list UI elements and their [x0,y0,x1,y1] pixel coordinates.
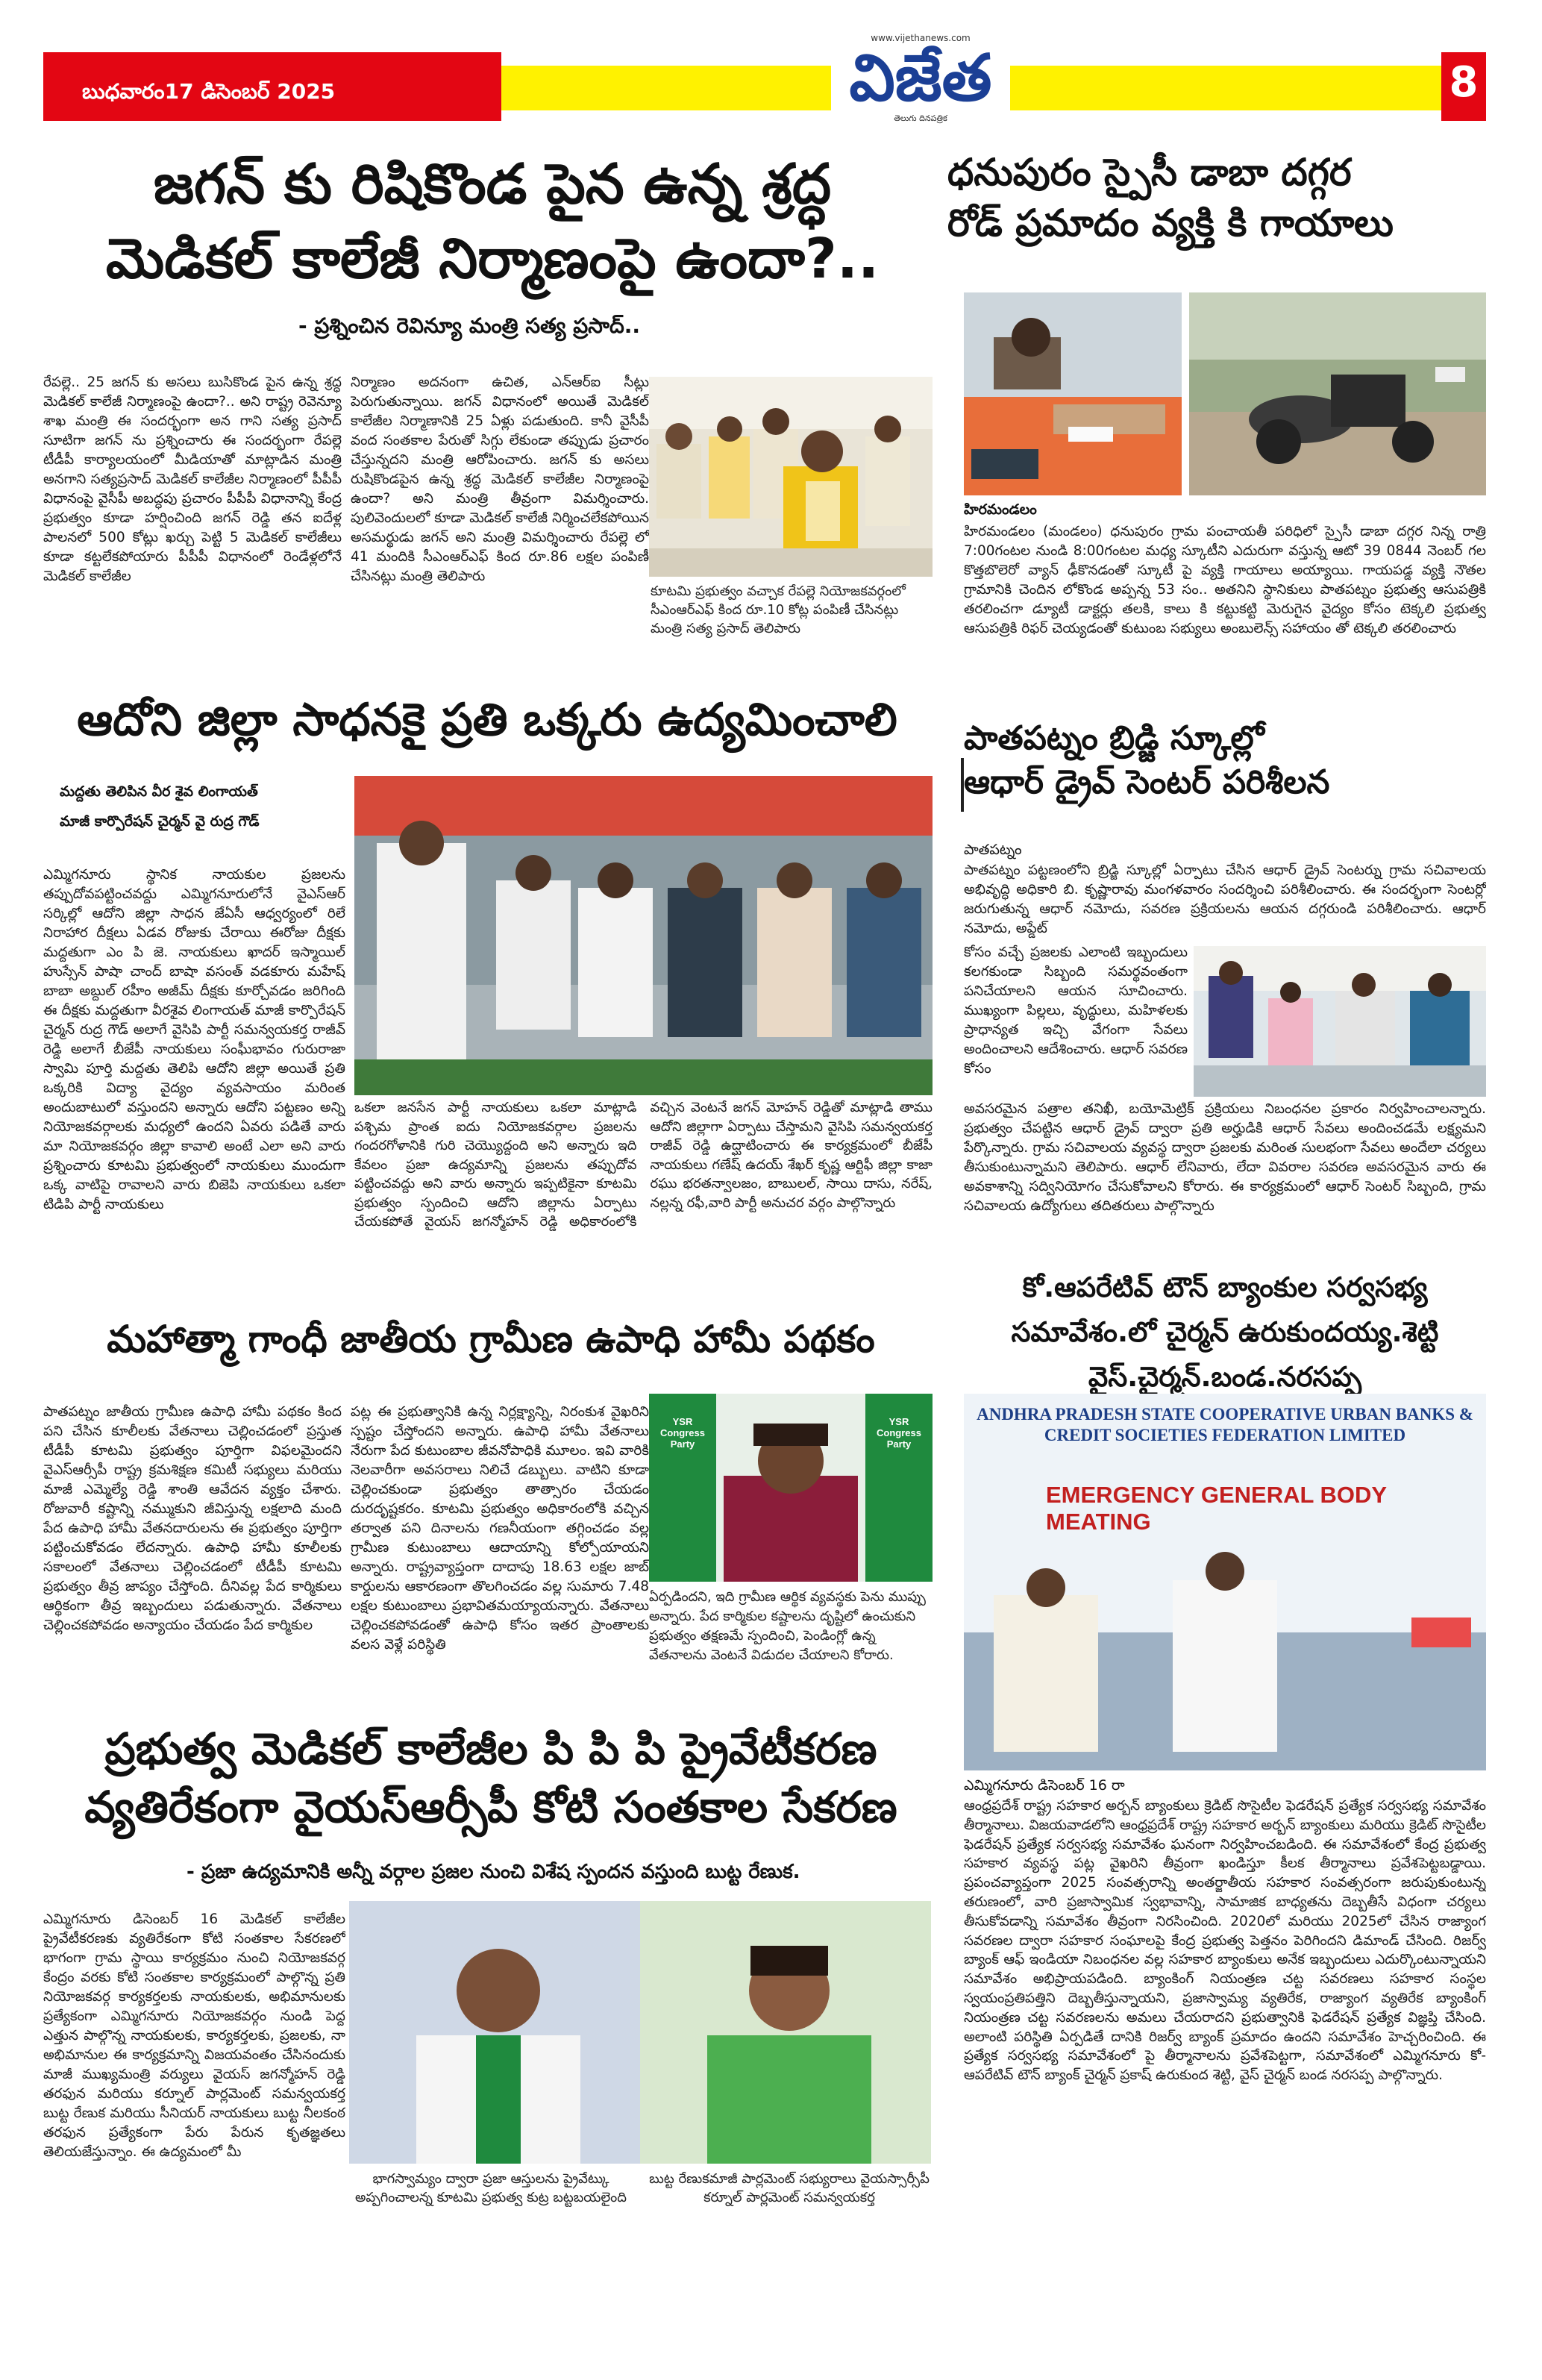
logo-website: www.vijethanews.com [871,33,971,43]
story7-subhead: - ప్రజా ఉద్యమానికి అన్నీ వర్గాల ప్రజల నుంచి విశేష స్పందన వస్తుంది బుట్ట రేణుక. [187,1861,800,1883]
story6-photo [649,1394,933,1582]
story5-body-text: ఆంధ్రప్రదేశ్ రాష్ట్ర సహకార అర్బన్ బ్యాంకులు క్రెడిట్ సొసైటీల ఫెడరేషన్ ప్రత్యేక సర్వసభ్య సమావేశం తీర్మానాలు. విజయవాడలోని ఆంధ్రప్రదేశ్ రాష్ట్ర సహకార అర్బన్ బ్యాంకులు మరియు క్రెడిట్ సొసైటీల ఫెడరేషన్ ప్రత్యేక సర్వసభ్య సమావేశం ఘనంగా నిర్వహించబడింది. ఈ సమావేశంలో కేంద్ర ప్రభుత్వ సహకార వ్యవస్థ పట్ల వైఖరిని తీవ్రంగా ఖండిస్తూ కీలక తీర్మానాలు ప్రవేశపెట్టబడ్డాయి. ప్రపంచవ్యాప్తంగా 2025 సంవత్సరాన్ని అంతర్జాతీయ సహకార సంవత్సరంగా జరుపుకుంటున్న తరుణంలో, వారి ప్రజాస్వామిక స్వభావాన్ని, సామాజిక బాధ్యతను దెబ్బతీసే విధంగా చర్యలు తీసుకోవడాన్ని సమావేశం తీవ్రంగా నిరసించింది. 2020లో మరియు 2025లో చేసిన రాజ్యాంగ సవరణల ద్వారా సహకార సంఘాలపై కేంద్ర ప్రభుత్వ పెత్తనం పెరిగిందని డిమాండ్ చేసింది. రిజర్వ్ బ్యాంక్ ఆఫ్ ఇండియా నిబంధనల వల్ల సహకార బ్యాంకులు అనేక ఇబ్బందులు ఎదుర్కొంటున్నాయని సమావేశం అభిప్రాయపడింది. బ్యాంకింగ్ నియంత్రణ చట్ట సవరణలు సహకార సంస్థల స్వయంప్రతిపత్తిని దెబ్బతీస్తున్నాయని, ప్రజాస్వామ్య వ్యతిరేక, రాజ్యాంగ వ్యతిరేక బ్యాంకింగ్ నియంత్రణ చట్ట సవరణలను అమలు చేయరాదని ప్రభుత్వానికి ఫెడరేషన్ ప్రత్యేక విజ్ఞప్తి చేసింది. అలాంటి పరిస్థితి ఏర్పడితే దానికి రిజర్వ్ బ్యాంక్ ప్రమాదం ఉందని సమావేశం హెచ్చరించింది. ఈ ప్రత్యేక సర్వసభ్య సమావేశంలో పై తీర్మానాలను ప్రవేశపెట్టగా, సమావేశంలో ఎమ్మిగనూరు కో-ఆపరేటివ్ టౌన్ బ్యాంక్ చైర్మన్ ప్రకాష్ ఉరుకుంద శెట్టి, వైస్ చైర్మన్ బండ నరసప్ప పాల్గొన్నారు. [964,1798,1486,2084]
story7-headline-line2: వ్యతిరేకంగా వైయస్ఆర్సీపీ కోటి సంతకాల సేకరణ [84,1782,897,1833]
story2-body [964,522,1486,716]
story3-headline: ఆదోని జిల్లా సాధనకై ప్రతి ఒక్కరు ఉద్యమించాలి [77,694,897,746]
masthead [43,33,1486,123]
story2-body-text: హిరమండలం (మండలం) ధనుపురం గ్రామ పంచాయతీ పరిధిలో స్పైసీ డాబా దగ్గర నిన్న రాత్రి 7:00గంటల నుండి 8:00గంటల మధ్య స్కూటీని ఎదురుగా వస్తున్న ఆటో 39 0844 నెంబర్ గల కొత్తబొలెరో వ్యాన్ ఢీకొనడంతో స్కూటీ పై వ్యక్తి గాయాలు అయ్యాయి. గాయపడ్డ వ్యక్తి నౌతల గ్రామానికి చెందిన లోకొండ అప్పన్న 53 సం.. అతనిని స్థానికులు పాతపట్నం ప్రభుత్వ ఆసుపత్రికి తరలించగా డ్యూటీ డాక్టర్లు తలకి, కాలు కి కట్టుకట్టి మెరుగైన వైద్యం కోసం టెక్కలి ప్రభుత్వ ఆసుపత్రికి రిఫర్ చెయ్యడంతో కుటుంబ సభ్యులు అంబులెన్స్ సహాయం తో టెక్కలి తరలించారు [964,524,1486,636]
story1-photo [649,377,933,577]
story2-byline: హిరమండలం [964,501,1037,518]
story5-banner-line1: ANDHRA PRADESH STATE COOPERATIVE URBAN BANKS & [977,1405,1473,1424]
story1-body-col2: నిర్మాణం అదనంగా ఉచిత, ఎన్ఆర్ఐ సీట్లు పెరుగుతున్నాయి. జగన్ విధానంలో అయితే మెడికల్ కాలేజీల నిర్మాణానికి 25 ఏళ్లు పడుతుంది. కానీ వైసీపీ వంద సంతకాల పేరుతో సిగ్గు లేకుండా తప్పుడు ప్రచారం చేస్తున్నదని మంత్రి ఆరోపించారు. జగన్ కు అసలు రుషికొండపైన ఉన్న శ్రద్ధ మెడికల్ కాలేజీల నిర్మాణంపై ఉందా? అని మంత్రి తీవ్రంగా విమర్శించారు. పులివెందులలో కూడా మెడికల్ కాలేజీ నిర్మించలేకపోయిన అసమర్థుడు జగన్ అని మంత్రి విమర్శించారు రేపల్లె లో 41 మందికి సీఎంఆర్ఎఫ్ కింద రూ.86 లక్షల పంపిణీ చేసినట్లు మంత్రి తెలిపారు [351,375,649,584]
story2-headline [947,148,1499,248]
story2-hospital-illustration [964,292,1182,495]
story1-photo-caption: కూటమి ప్రభుత్వం వచ్చాక రేపల్లె నియోజకవర్గంలో సీఎంఆర్ఎఫ్ కింద రూ.10 కోట్ల పంపిణీ చేసినట్లు మంత్రి సత్య ప్రసాద్ తెలిపారు [651,583,906,636]
story1-subhead: - ప్రశ్నించిన రెవిన్యూ మంత్రి సత్య ప్రసాద్.. [298,313,641,338]
masthead-yellow-bar-right [1010,66,1441,110]
logo-title: విజేత [849,40,992,116]
story7-body-text: ఎమ్మిగనూరు డిసెంబర్ 16 మెడికల్ కాలేజీల ప్రైవేటీకరణకు వ్యతిరేకంగా కోటి సంతకాల సేకరణలో భాగంగా గ్రామ స్థాయి కార్యక్రమం నుంచి నియోజకవర్గ కేంద్రం వరకు కోటి సంతకాల కార్యక్రమంలో పాల్గొన్న ప్రతి నియోజకవర్గ కార్యకర్తలకు నాయకులకు, అభిమానులకు ప్రత్యేకంగా ఎమ్మిగనూరు నియోజకవర్గం నుండి పెద్ద ఎత్తున పాల్గొన్న నాయకులకు, కార్యకర్తలకు, ప్రజలకు, నా అభిమానుల ఈ కార్యక్రమాన్ని విజయవంతం చేసినందుకు మాజీ ముఖ్యమంత్రి వర్యులు వైయస్ జగన్మోహన్ రెడ్డి తరఫున మరియు కర్నూల్ పార్లమెంట్ సమన్వయకర్త బుట్ట రేణుక మరియు సీనియర్ నాయకులు బుట్ట నీలకంఠ తరఫున ప్రత్యేకంగా పేరు పేరున కృతజ్ఞతలు తెలియజేస్తున్నాం. ఈ ఉద్యమంలో మీ [43,1911,345,2160]
story4-body-top-text: పాతపట్నం పట్టణంలోని బ్రిడ్జి స్కూల్లో ఏర్పాటు చేసిన ఆధార్ డ్రైవ్ సెంటర్ను గ్రామ సచివాలయ అభివృద్ధి అధికారి బి. కృష్ణారావు మంగళవారం సందర్శించి పరిశీలించారు. ఈ సందర్భంగా సెంటర్లో జరుగుతున్న ఆధార్ నమోదు, సవరణ ప్రక్రియలను ఆయన దగ్గరుండి పరిశీలించారు. ఆధార్ నమోదు, అప్డేట్ [964,862,1486,936]
story5-headline-line1: కో.ఆపరేటివ్ టౌన్ బ్యాంకుల సర్వసభ్య [1022,1271,1428,1303]
story4-headline-line2: ఆధార్ డ్రైవ్ సెంటర్ పరిశీలన [964,763,1330,802]
logo-tagline: తెలుగు దినపత్రిక [894,113,947,123]
story5-headline [964,1265,1486,1400]
story4-headline [964,716,1486,805]
story4-headline-divider [961,758,964,812]
story1-headline-line2: మెడికల్ కాలేజీ నిర్మాణంపై ఉందా?.. [105,226,880,291]
story7-headline [43,1720,938,1837]
story1-headline [60,148,925,297]
story1-column-2 [351,373,649,671]
story3-sub2: మాజీ కార్పొరేషన్ చైర్మన్ వై రుద్ర గౌడ్ [60,813,260,830]
story6-body-col1: పాతపట్నం జాతీయ గ్రామీణ ఉపాధి హామీ పథకం కింద పని చేసిన కూలీలకు వేతనాలు చెల్లించడంలో ప్రస్తుత టీడీపీ కూటమి ప్రభుత్వం పూర్తిగా విఫలమైందని వైఎస్ఆర్సీపీ రాష్ట్ర క్రమశిక్షణ కమిటీ సభ్యులు మరియు మాజీ ఎమ్మెల్యే రెడ్డి శాంతి ఆవేదన వ్యక్తం చేశారు. రోజువారీ కష్టాన్ని నమ్ముకుని జీవిస్తున్న లక్షలాది మంది పేద ఉపాధి హామీ వేతనదారులను ఈ ప్రభుత్వం పూర్తిగా పట్టించుకోవడం లేదన్నారు. ఉపాధి హామీ కూలీలకు సకాలంలో వేతనాలు చెల్లించడంలో టీడీపీ కూటమి ప్రభుత్వం తీవ్ర జాప్యం చేస్తోంది. దీనివల్ల పేద కార్మికులు ఆర్థికంగా తీవ్ర ఇబ్బందులు పడుతున్నారు. వేతనాలు చెల్లించకపోవడం అన్యాయం చేయడం పేద కార్మికుల [43,1404,342,1633]
story5-banner-line2: CREDIT SOCIETIES FEDERATION LIMITED [1044,1426,1406,1444]
story5-photo [964,1394,1486,1770]
story6-column-2 [351,1403,649,1723]
story3-photo [354,776,933,1095]
story2-photo-scooter [1189,292,1486,495]
story5-body [964,1797,1486,2352]
story5-headline-line2: సమావేశం.లో చైర్మన్ ఉరుకుందయ్య.శెట్టి [1011,1316,1439,1348]
story1-body-col1: రేపల్లె.. 25 జగన్ కు అసలు బుసికొండ పైన ఉన్న శ్రద్ధ మెడికల్ కాలేజీ నిర్మాణంపై ఉందా?.. అని రాష్ట్ర రెవెన్యూ శాఖ మంత్రి ఈ సందర్భంగా అన గాని సత్య ప్రసాద్ సూటిగా జగన్ ను ప్రశ్నించారు ఈ సందర్భంగా రేపల్లె టీడీపీ కార్యాలయంలో మీడియాతో మాట్లాడిన మంత్రి అనగాని సత్యప్రసాద్ మెడికల్ కాలేజీల నిర్మాణంలో పీపీపీ విధానంపై వైసీపీ అబద్ధపు ప్రచారం పీపీపీ విధానాన్ని కేంద్ర ప్రభుత్వం కూడా హర్షించింది జగన్ రెడ్డి తన ఐదేళ్ల పాలనలో 500 కోట్లు ఖర్చు పెట్టి 5 మెడికల్ కాలేజీలు కూడా కట్టలేకపోయారు పీపీపీ విధానంలో రెండేళ్లలోనే మెడికల్ కాలేజీల [43,375,342,584]
newspaper-logo [836,33,1006,137]
story7-body [43,1910,345,2350]
story7-headline-line1: ప్రభుత్వ మెడికల్ కాలేజీల పి పి పి ప్రైవేటీకరణ [104,1723,877,1774]
story7-caption-left: భాగస్వామ్యం ద్వారా ప్రజా ఆస్తులను ప్రైవేట్కు అప్పగించాలన్న కూటమి ప్రభుత్వ కుట్ర బట్టబయలైంది [354,2171,627,2205]
story1-headline-line1: జగన్ కు రిషికొండ పైన ఉన్న శ్రద్ధ [153,152,832,216]
story3-body-col1: ఎమ్మిగనూరు స్థానిక నాయకుల ప్రజలను తప్పుదోవపట్టించవద్దు ఎమ్మిగనూరులోనే వైఎస్ఆర్ సర్కిల్లో ఆదోని జిల్లా సాధన జేఏసీ ఆధ్వర్యంలో రిలే నిరాహార దీక్షలు ఏడవ రోజుకు చేరాయి ఈరోజు దీక్షకు మద్దతుగా ఎం పి జె. నాయకులు ఖాదర్ ఇస్మాయిల్ హుస్సేన్ పాషా చాంద్ బాషా వసంత్ వడకూరు మహేష్ బాబా అబ్దుల్ రహీం అజీమ్ దీక్షకు కూర్చోవడం జరిగింది ఈ దీక్షకు మద్దతుగా వీరశైవ లింగాయత్ మాజీ కార్పొరేషన్ చైర్మన్ రుద్ర గౌడ్ అలాగే వైసిపి పార్టీ సమన్వయకర్త రాజీవ్ రెడ్డి అలాగే బీజేపీ నాయకులు సంఘీభావం గురురాజా స్వామి పూర్తి మద్దతు తెలిపి ఆదోని జిల్లా అయితే ప్రతి ఒక్కరికి విద్యా వైద్యం వ్యవసాయం మరింత అందుబాటులో వస్తుందని అన్నారు ఆదోని పట్టణం అన్ని నియోజకవర్గాలకు మధ్యలో ఉందని ఏవరు పడితే వారు మా నియోజకవర్గం జిల్లా కావాలి అంటే ఎలా అని వారు ప్రశ్నించారు కూటమి ప్రభుత్వంలో నాయకులు ముందుగా ఒక్క వాటిపై రావాలని వారు బిజెపి నాయకులు ఒకలా టిడిపి పార్టీ నాయకులు [43,867,345,1212]
story2-headline-line2: రోడ్ ప్రమాదం వ్యక్తి కి గాయాలు [947,201,1394,245]
story4-headline-line1: పాతపట్నం బ్రిడ్జి స్కూల్లో [964,719,1264,757]
date-banner [43,52,501,121]
story6-photo-caption: ఏర్పడిందని, ఇది గ్రామీణ ఆర్థిక వ్యవస్థకు పెను ముప్పు అన్నారు. పేద కార్మికుల కష్టాలను దృష్టిలో ఉంచుకుని ప్రభుత్వం తక్షణమే స్పందించి, పెండింగ్లో ఉన్న వేతనాలను వెంటనే విడుదల చేయాలని కోరారు. [649,1589,926,1663]
story5-meeting-illustration [964,1394,1486,1770]
story4-body-bottom-text: అవసరమైన పత్రాల తనిఖీ, బయోమెట్రిక్ ప్రక్రియలు నిబంధనల ప్రకారం నిర్వహించాలన్నారు. ప్రభుత్వం చేపట్టిన ఆధార్ డ్రైవ్ ద్వారా ప్రతి అర్హుడికి ఆధార్ సేవలు అందించడమే లక్ష్యమని పేర్కొన్నారు. గ్రామ సచివాలయ వ్యవస్థ ద్వారా ప్రజలకు మరింత సులభంగా సేవలు అందేలా చర్యలు తీసుకుంటున్నామని తెలిపారు. ఆధార్ లేనివారు, లేదా వివరాల సవరణ అవసరమైన వారు ఈ అవకాశాన్ని సద్వినియోగం చేసుకోవాలని కోరారు. ఈ కార్యక్రమంలో ఆధార్ సెంటర్ సిబ్బంది, గ్రామ సచివాలయ ఉద్యోగులు తదితరులు పాల్గొన్నారు [964,1101,1486,1214]
story6-body-col2: పట్ల ఈ ప్రభుత్వానికి ఉన్న నిర్లక్ష్యాన్ని, నిరంకుశ వైఖరిని స్పష్టం చేస్తోందని అన్నారు. ఉపాధి హామీ వేతనాలు నేరుగా పేద కుటుంబాల జీవనోపాధికి మూలం. ఇవి వారికి నెలవారీగా అవసరాలు నిలిచే డబ్బులు. వాటిని కూడా చెల్లించకుండా ప్రభుత్వం తాత్సారం చేయడం దురదృష్టకరం. కూటమి ప్రభుత్వం అధికారంలోకి వచ్చిన తర్వాత పని దినాలను గణనీయంగా తగ్గించడం వల్ల గ్రామీణ కుటుంబాలు ఆదాయాన్ని కోల్పోయాయని అన్నారు. రాష్ట్రవ్యాప్తంగా దాదాపు 18.63 లక్షల జాబ్ కార్డులను ఆకారణంగా తొలగించడం వల్ల సుమారు 7.48 లక్షల కుటుంబాలు ప్రభావితమయ్యాయన్నారు. వేతనాలు చెల్లించకపోవడంతో ఉపాధి కోసం ఇతర ప్రాంతాలకు వలస వెళ్లే పరిస్థితి [351,1404,649,1653]
story2-photo-hospital [964,292,1182,495]
story5-banner-text [971,1404,1479,1446]
issue-date: బుధవారం17 డిసెంబర్ 2025 [82,79,336,104]
story7-photo [349,1901,931,2164]
story4-photo [1194,946,1486,1097]
story4-body-left-text: కోసం వచ్చే ప్రజలకు ఎలాంటి ఇబ్బందులు కలగకుండా సిబ్బంది సమర్థవంతంగా పనిచేయాలని ఆయన సూచించారు. ముఖ్యంగా పిల్లలు, వృద్ధులు, మహిళలకు ప్రాధాన్యత ఇచ్చి వేగంగా సేవలు అందించాలని ఆదేశించారు. ఆధార్ సవరణ కోసం [964,945,1188,1077]
story3-caption-columns [354,1098,933,1285]
story5-byline: ఎమ్మిగనూరు డిసెంబర్ 16 రా [964,1777,1125,1794]
story2-scooter-illustration [1189,292,1486,495]
masthead-yellow-bar-left [501,66,831,110]
story4-body-left [964,943,1188,1098]
story5-banner-title: EMERGENCY GENERAL BODY MEATING [1046,1482,1387,1535]
story4-aadhar-illustration [1194,946,1486,1097]
story3-column-1 [43,865,345,1283]
story3-photo-caption: ఒకలా జనసేన పార్టీ నాయకులు ఒకలా మాట్లాడి పశ్చిమ ప్రాంత ఐదు నియోజకవర్గాల ప్రజలను గందరగోళానికి గురి చెయ్యొద్దంది అని అన్నారు ఇది కేవలం ప్రజా ఉద్యమాన్ని ప్రజలను తప్పుదోవ పట్టించవద్దు అని వారు అన్నారు ఇప్పటికైనా కూటమి ప్రభుత్వం స్పందించి ఆదోని జిల్లాను ఏర్పాటు చేయకపోతే వైయస్ జగన్మోహన్ రెడ్డి అధికారంలోకి వచ్చిన వెంటనే జగన్ మోహన్ రెడ్డితో మాట్లాడి తాము ఆదోని జిల్లాగా ఏర్పాటు చేస్తామని వైసిపి సమన్వయకర్త రాజీవ్ రెడ్డి ఉద్ఘాటించారు ఈ కార్యక్రమంలో బీజేపీ నాయకులు గణేష్ ఉదయ్ శేఖర్ కృష్ణ ఆర్టిఫీ జిల్లా కాజా రఘు భరతన్వాలజం, బాబులల్, సాయి దాసు, నరేష్, నల్లన్న రఫీ,వారి పార్టీ అనుచర వర్గం పాల్గొన్నారు [354,1100,933,1230]
story2-headline-line1: ధనుపురం స్పైసీ డాబా దగ్గర [947,151,1352,194]
page-number-box [1441,52,1486,121]
story6-flag-text-right: YSR Congress Party [877,1416,921,1450]
story1-column-1 [43,373,342,671]
story3-sub1: మద్దతు తెలిపిన వీర శైవ లింగాయత్ [60,783,258,800]
story6-headline: మహాత్మా గాంధీ జాతీయ గ్రామీణ ఉపాధి హామీ పథకం [107,1318,875,1361]
story6-flag-text-left: YSR Congress Party [660,1416,705,1450]
story4-body-top [964,861,1486,943]
story7-caption-right: బుట్ట రేణుకమాజీ పార్లమెంట్ సభ్యురాలు వైయస్సార్సీపీ కర్నూల్ పార్లమెంట్ సమన్వయకర్త [649,2171,930,2205]
story4-body-bottom [964,1100,1486,1249]
page-number: 8 [1449,58,1479,107]
story6-column-1 [43,1403,342,1723]
story5-headline-line3: వైస్.చైర్మన్.బండ.నరసప్ప [1088,1361,1362,1393]
story1-photo-illustration [649,377,933,577]
story3-protest-illustration [354,776,933,1095]
story7-portraits-illustration [349,1901,931,2164]
story4-byline: పాతపట్నం [964,842,1022,858]
